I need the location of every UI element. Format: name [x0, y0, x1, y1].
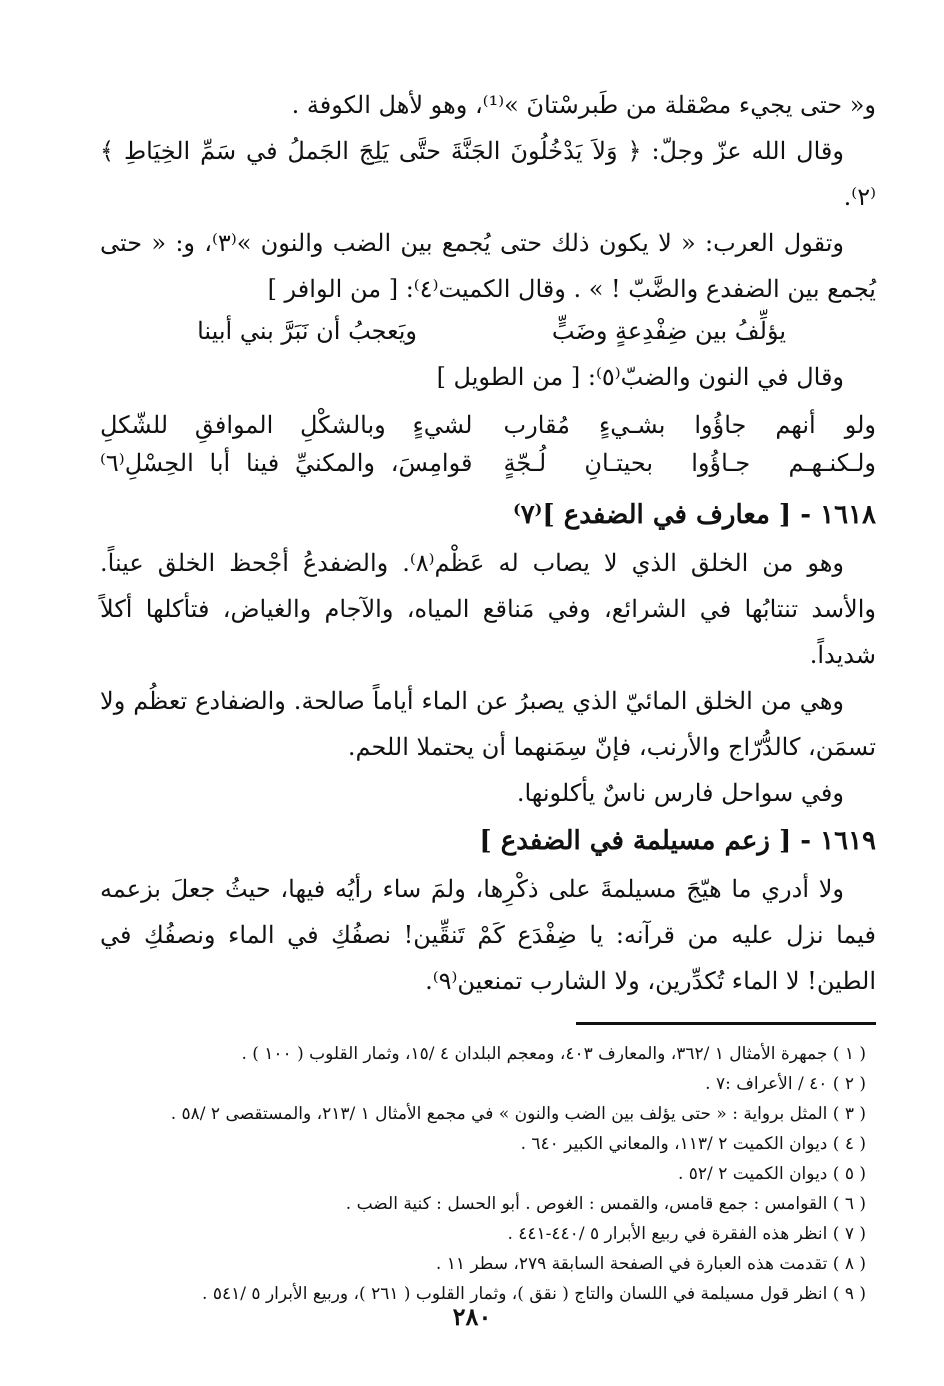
- verse-line: [140, 312, 836, 350]
- paragraph-frog-facts-1: وهو من الخلق الذي لا يصاب له عَظْم⁽٨⁾. والضفدعُ أجْحظ الخلق عيناً. والأسد تنتابُها في الشرائع، وفي مَناقع المياه، والآجام والغياض، فتأكلها أكلاً شديداً.: [100, 549, 876, 669]
- footnote-item: ( ٣ ) المثل برواية : « حتى يؤلف بين الضب والنون » في مجمع الأمثال ١ /٢١٣، والمستقصى ٢ /٥٨ .: [170, 1104, 866, 1124]
- paragraph-arab-saying: وتقول العرب: « لا يكون ذلك حتى يُجمع بين الضب والنون »⁽٣⁾، و: « حتى يُجمع بين الضفدع والضَّبّ ! » . وقال الكميت⁽٤⁾: [ من الوافر ]: [100, 229, 876, 303]
- poem-kumait-2: [100, 406, 876, 482]
- paragraph-frog-facts-3: وفي سواحل فارس ناسٌ يأكلونها.: [516, 779, 844, 807]
- footnote-divider: [576, 1022, 876, 1025]
- verse-line: [100, 444, 876, 482]
- paragraph-poem-intro: وقال في النون والضبّ⁽٥⁾: [ من الطويل ]: [436, 363, 844, 391]
- footnote-item: ( ٨ ) تقدمت هذه العبارة في الصفحة السابقة ٢٧٩، سطر ١١ .: [435, 1254, 866, 1274]
- verse-hemistich-second: قوامِسَ، والمكنيِّ فينا أبا الحِسْلِ⁽٦⁾: [100, 449, 473, 477]
- poem-kumait-1: [140, 312, 836, 350]
- verse-hemistich-first: يؤلِّفُ بين ضِفْدِعةٍ وضَبٍّ: [551, 317, 787, 345]
- page-number: ٢٨٠: [452, 1302, 492, 1331]
- footnote-item: ( ٩ ) انظر قول مسيلمة في اللسان والتاج ( نقق )، وثمار القلوب ( ٢٦١ )، وربيع الأبرار ٥ /٥٤١ .: [202, 1284, 866, 1304]
- paragraph-1: و« حتى يجيء مصْقلة من طَبرسْتانَ »⁽¹⁾، وهو لأهل الكوفة .: [291, 91, 876, 119]
- verse-hemistich-first: ولـكنـهـم جـاؤُوا بحيتـانِ لُـجّةٍ: [503, 449, 876, 477]
- page-body: [100, 82, 876, 1309]
- verse-line: [100, 406, 876, 444]
- footnote-item: ( ٢ ) ٤٠ / الأعراف :٧ .: [705, 1074, 866, 1094]
- verse-hemistich-second: ويَعجبُ أن نَبَرَّ بني أبينا: [197, 317, 418, 345]
- footnote-item: ( ٧ ) انظر هذه الفقرة في ربيع الأبرار ٥ /٤٤٠-٤٤١ .: [507, 1224, 866, 1244]
- paragraph-frog-facts-2: وهي من الخلق المائيّ الذي يصبرُ عن الماء أياماً صالحة. والضفادع تعظُم ولا تسمَن، كالدُّرّاج والأرنب، فإنّ سِمَنهما أن يحتملا اللحم.: [100, 687, 876, 761]
- footnote-item: ( ١ ) جمهرة الأمثال ١ /٣٦٢، والمعارف ٤٠٣، ومعجم البلدان ٤ /١٥، وثمار القلوب ( ١٠٠ ) .: [241, 1044, 866, 1064]
- paragraph-musaylima: ولا أدري ما هيّجَ مسيلمةَ على ذكْرِها، ولمَ ساء رأيُه فيها، حيثُ جعلَ بزعمه فيما نزل عليه من قرآنه: يا ضِفْدَع كَمْ تَنقِّين! نصفُكِ في الماء ونصفُكِ في الطين! لا الماء تُكدِّرين، ولا الشارب تمنعين⁽٩⁾.: [100, 875, 876, 995]
- footnote-item: ( ٤ ) ديوان الكميت ٢ /١١٣، والمعاني الكبير ٦٤٠ .: [520, 1134, 866, 1154]
- section-heading-1618: ١٦١٨ - [ معارف في الضفدع ]⁽٧⁾: [512, 500, 876, 530]
- paragraph-quran-verse: وقال الله عزّ وجلّ: ﴿ وَلاَ يَدْخُلُونَ الجَنَّةَ حتَّى يَلِجَ الجَملُ في سَمِّ الخِيَاطِ ﴾⁽٢⁾.: [100, 137, 876, 211]
- verse-hemistich-first: ولو أنهم جاؤُوا بشـيءٍ مُقارب: [503, 411, 876, 439]
- footnote-item: ( ٥ ) ديوان الكميت ٢ /٥٢ .: [677, 1164, 866, 1184]
- footnote-item: ( ٦ ) القوامس : جمع قامس، والقمس : الغوص . أبو الحسل : كنية الضب .: [345, 1194, 866, 1214]
- section-heading-1619: ١٦١٩ - [ زعم مسيلمة في الضفدع ]: [479, 826, 876, 856]
- verse-hemistich-second: لشيءٍ وبالشكْلِ الموافقِ للشّكلِ: [100, 411, 473, 439]
- footnotes: [100, 1039, 876, 1309]
